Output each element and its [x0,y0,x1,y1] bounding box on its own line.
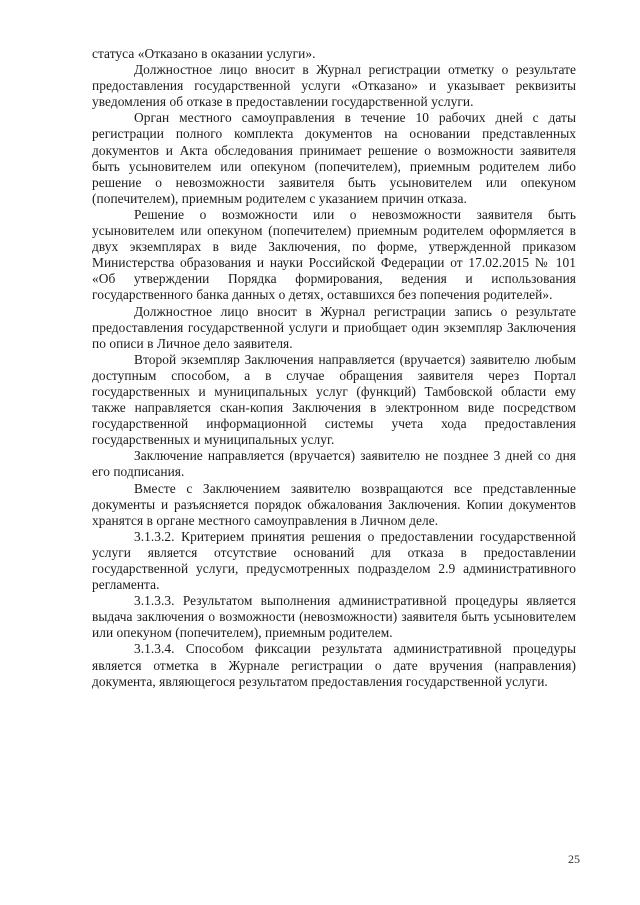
page-number: 25 [568,852,580,866]
paragraph-3-1-3-2: 3.1.3.2. Критерием принятия решения о предоставлении государственной услуги является отсутствие оснований для отказа в предоставлении государственной услуги, предусмотренных подразделом 2.9 административного регламента. [92,528,576,593]
paragraph-conclusion-form: Решение о возможности или о невозможности заявителя быть усыновителем или опекуном (попечителем) приемным родителем оформляется в двух экземплярах в виде Заключения, по форме, утвержденной приказом Министерства образования и науки Российской Федерации от 17.02.2015 № 101 «Об утверждении Порядка формирования, ведения и использования государственного банка данных о детях, оставшихся без попечения родителей». [92,206,576,303]
paragraph-3-1-3-3: 3.1.3.3. Результатом выполнения административной процедуры является выдача заключения о возможности (невозможности) заявителя быть усыновителем или опекуном (попечителем), приемным родителем. [92,593,576,641]
paragraph-status-refused: статуса «Отказано в оказании услуги». [92,46,316,61]
paragraph-second-copy: Второй экземпляр Заключения направляется (вручается) заявителю любым доступным способом, а в случае обращения заявителя через Портал государственных и муниципальных услуг (функций) Тамбовской области ему также направляется скан-копия Заключения в электронном виде посредством государственной информационной системы учета хода предоставления государственных и муниципальных услуг. [92,351,576,448]
paragraph-decision-10-days: Орган местного самоуправления в течение 10 рабочих дней с даты регистрации полного комплекта документов на основании представленных документов и Акта обследования принимает решение о возможности заявителя быть усыновителем или опекуном (попечителем), приемным родителем либо решение о невозможности заявителя быть усыновителем или опекуном (попечителем), приемным родителем с указанием причин отказа. [92,110,576,206]
paragraph-journal-refusal: Должностное лицо вносит в Журнал регистрации отметку о результате предоставления государственной услуги «Отказано» и указывает реквизиты уведомления об отказе в предоставлении государственной услуги. [92,62,576,110]
paragraph-documents-return: Вместе с Заключением заявителю возвращаются все представленные документы и разъясняется порядок обжалования Заключения. Копии документов хранятся в органе местного самоуправления в Личном деле. [92,480,576,528]
paragraph-journal-record: Должностное лицо вносит в Журнал регистрации запись о результате предоставления государственной услуги и приобщает один экземпляр Заключения по описи в Личное дело заявителя. [92,303,576,351]
paragraph-delivery-deadline: Заключение направляется (вручается) заявителю не позднее 3 дней со дня его подписания. [92,448,576,480]
paragraph-3-1-3-4: 3.1.3.4. Способом фиксации результата административной процедуры является отметка в Журнале регистрации о дате вручения (направления) документа, являющегося результатом предоставления государственной услуги. [92,641,576,689]
